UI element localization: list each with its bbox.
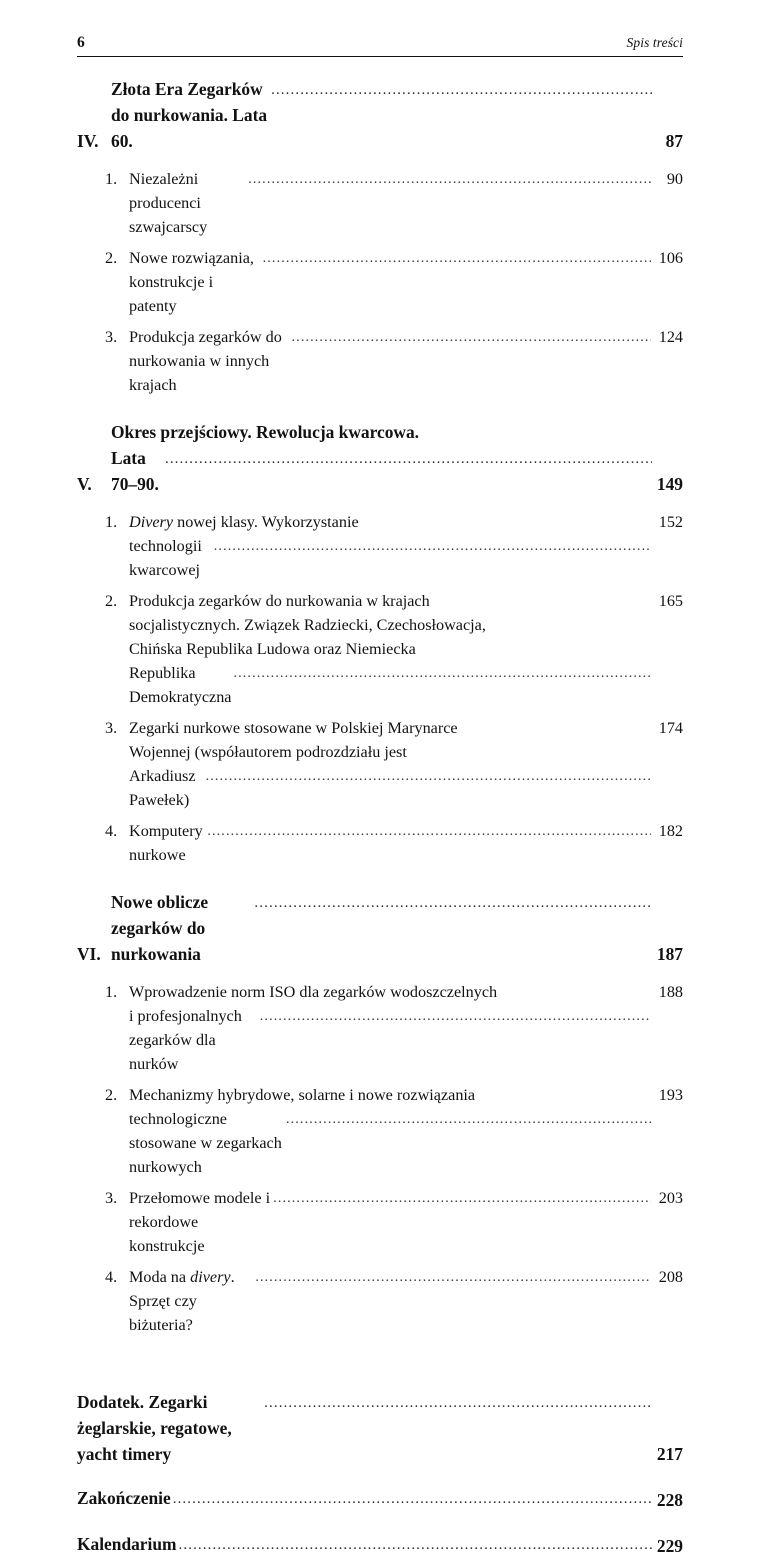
back-matter-title: Kalendarium [77,1534,177,1554]
dot-leader [233,662,651,686]
entry-text-line [129,661,651,709]
entry-text-line [129,1004,651,1076]
section-number: 4. [105,1268,118,1286]
entry-text-segment: Złota Era Zegarków do nurkowania. Lata 60. [111,79,268,151]
dot-leader [286,1108,651,1132]
section-number: 2. [105,249,118,267]
running-head [77,34,683,57]
chapter-numeral: V. [77,474,92,494]
toc-section-entry[interactable] [77,1083,683,1179]
back-matter-page-number[interactable]: 217 [656,1444,683,1464]
entry-text [129,510,651,582]
chapter-heading[interactable] [77,76,683,154]
entry-text [111,76,652,154]
entry-text [129,325,651,397]
chapter-section-list [77,980,683,1337]
entry-text-line [129,1265,651,1337]
toc-section-entry[interactable] [77,510,683,582]
entry-text-segment: technologiczne stosowane w zegarkach nurkowych [129,1110,282,1176]
entry-text-segment: Wojennej (współautorem podrozdziału jest [129,743,407,761]
dot-leader [264,1390,653,1416]
entry-text [77,1531,653,1559]
entry-text-segment: Zegarki nurkowe stosowane w Polskiej Marynarce [129,719,458,737]
entry-text-line [129,325,651,397]
entry-text-segment: Moda na divery. Sprzęt czy biżuteria? [129,1268,235,1334]
entry-text-segment: Republika Demokratyczna [129,664,232,706]
entry-text-line [129,534,651,582]
section-number: 1. [105,513,118,531]
entry-text-segment: Mechanizmy hybrydowe, solarne i nowe rozwiązania [129,1086,476,1104]
entry-text-segment: Arkadiusz Pawełek) [129,767,196,809]
entry-text-segment: Wprowadzenie norm ISO dla zegarków wodoszczelnych [129,983,498,1001]
section-page-number[interactable]: 203 [658,1189,683,1207]
toc-section-entry[interactable] [77,167,683,239]
chapter-section-list [77,510,683,867]
toc-section-entry[interactable] [77,246,683,318]
back-matter-entry[interactable] [77,1389,683,1467]
entry-text-line [111,445,652,497]
entry-text-segment: Nowe oblicze zegarków do nurkowania [111,892,209,964]
entry-text-segment: Produkcja zegarków do nurkowania w krajach [129,592,430,610]
entry-text [129,589,651,709]
entry-text-line [129,1083,651,1107]
entry-text-segment: i profesjonalnych zegarków dla nurków [129,1007,242,1073]
section-page-number[interactable]: 182 [658,822,683,840]
section-number: 1. [105,170,118,188]
back-matter-list [77,1389,683,1559]
section-page-number[interactable]: 106 [658,249,683,267]
dot-leader [263,247,651,271]
running-head-title: Spis treści [626,35,683,50]
entry-text-segment: socjalistycznych. Związek Radziecki, Czechosłowacja, [129,616,486,634]
section-number: 3. [105,328,118,346]
chapter-numeral: IV. [77,131,99,151]
entry-text-line [129,1107,651,1179]
entry-text-line [111,76,652,154]
entry-text-segment: Lata 70–90. [111,448,159,494]
back-matter-page-number[interactable]: 229 [656,1536,683,1556]
chapter-spacer [77,867,683,889]
entry-text-line [129,819,651,867]
back-matter-title: Dodatek. Zegarki żeglarskie, regatowe, yacht timery [77,1392,232,1464]
back-matter-page-number[interactable]: 228 [656,1490,683,1510]
chapter-section-list [77,167,683,397]
toc-section-entry[interactable] [77,980,683,1076]
dot-leader [255,1266,651,1290]
back-matter-entry[interactable] [77,1485,683,1513]
entry-text-line [129,510,651,534]
section-number: 2. [105,592,118,610]
chapter-heading[interactable] [77,419,683,497]
toc-section-entry[interactable] [77,1186,683,1258]
back-matter-title: Zakończenie [77,1488,171,1508]
section-page-number[interactable]: 90 [666,170,683,188]
chapter-numeral: VI. [77,944,101,964]
entry-text-line [77,1389,653,1467]
section-page-number[interactable]: 124 [658,328,683,346]
italic-term: divery [190,1268,231,1286]
section-number: 3. [105,719,118,737]
section-page-number[interactable]: 174 [658,719,683,737]
section-number: 1. [105,983,118,1001]
entry-text-line [129,589,651,613]
entry-text-line [129,167,651,239]
entry-text-line [77,1485,653,1513]
italic-term: Divery [129,513,174,531]
entry-text [129,1265,651,1337]
dot-leader [206,765,651,789]
dot-leader [292,326,651,350]
section-page-number[interactable]: 193 [658,1086,683,1104]
dot-leader [271,77,652,103]
toc-section-entry[interactable] [77,1265,683,1337]
toc-section-entry[interactable] [77,325,683,397]
entry-text-segment: Produkcja zegarków do nurkowania w innych krajach [129,328,282,394]
entry-text-segment: Przełomowe modele i rekordowe konstrukcje [129,1189,271,1255]
toc-section-entry[interactable] [77,589,683,709]
entry-text [129,1186,651,1258]
section-page-number[interactable]: 152 [658,513,683,531]
entry-text [111,419,652,497]
dot-leader [179,1532,653,1558]
entry-text [77,1389,653,1467]
dot-leader [260,1005,651,1029]
table-of-contents [77,76,683,1559]
entry-text-line [77,1531,653,1559]
entry-text-segment: Komputery nurkowe [129,822,203,864]
section-number: 4. [105,822,118,840]
entry-text-line [129,613,651,637]
section-number: 3. [105,1189,118,1207]
entry-text [129,819,651,867]
section-page-number[interactable]: 208 [658,1268,683,1286]
entry-text [111,889,652,967]
entry-text-line [129,764,651,812]
toc-chapter[interactable] [77,419,683,867]
entry-text-line [129,246,651,318]
page-folio: 6 [77,34,85,51]
section-number: 2. [105,1086,118,1104]
entry-text [129,246,651,318]
entry-text [129,167,651,239]
section-page-number[interactable]: 165 [658,592,683,610]
chapter-spacer [77,397,683,419]
entry-text-line [129,980,651,1004]
dot-leader [273,1187,651,1211]
entry-text-line [129,1186,651,1258]
entry-text-line [111,419,652,445]
toc-section-entry[interactable] [77,716,683,812]
dot-leader [214,535,651,559]
toc-section-entry[interactable] [77,819,683,867]
entry-text-line [129,716,651,740]
chapter-spacer [77,1337,683,1359]
toc-chapter[interactable] [77,76,683,397]
entry-text [129,716,651,812]
dot-leader [248,168,651,192]
dot-leader [165,446,652,472]
back-matter-entry[interactable] [77,1531,683,1559]
entry-text-line [111,889,652,967]
chapter-page-number[interactable]: 187 [656,944,683,964]
back-matter-spacer [77,1359,683,1389]
entry-text-line [129,637,651,661]
entry-text-segment: Nowe rozwiązania, konstrukcje i patenty [129,249,254,315]
entry-text [129,1083,651,1179]
entry-text-segment: Chińska Republika Ludowa oraz Niemiecka [129,640,416,658]
entry-text-segment: Okres przejściowy. Rewolucja kwarcowa. [111,422,419,442]
dot-leader [173,1486,653,1512]
entry-text-segment: technologii kwarcowej [129,537,202,579]
toc-chapter[interactable] [77,889,683,1337]
entry-text-segment: Niezależni producenci szwajcarscy [129,170,208,236]
entry-text-segment: Divery nowej klasy. Wykorzystanie [129,513,359,531]
chapter-page-number[interactable]: 149 [656,474,683,494]
chapter-page-number[interactable]: 87 [665,131,683,151]
entry-text [129,980,651,1076]
entry-text [77,1485,653,1513]
dot-leader [254,890,652,916]
section-page-number[interactable]: 188 [658,983,683,1001]
dot-leader [207,820,651,844]
chapter-heading[interactable] [77,889,683,967]
entry-text-line [129,740,651,764]
